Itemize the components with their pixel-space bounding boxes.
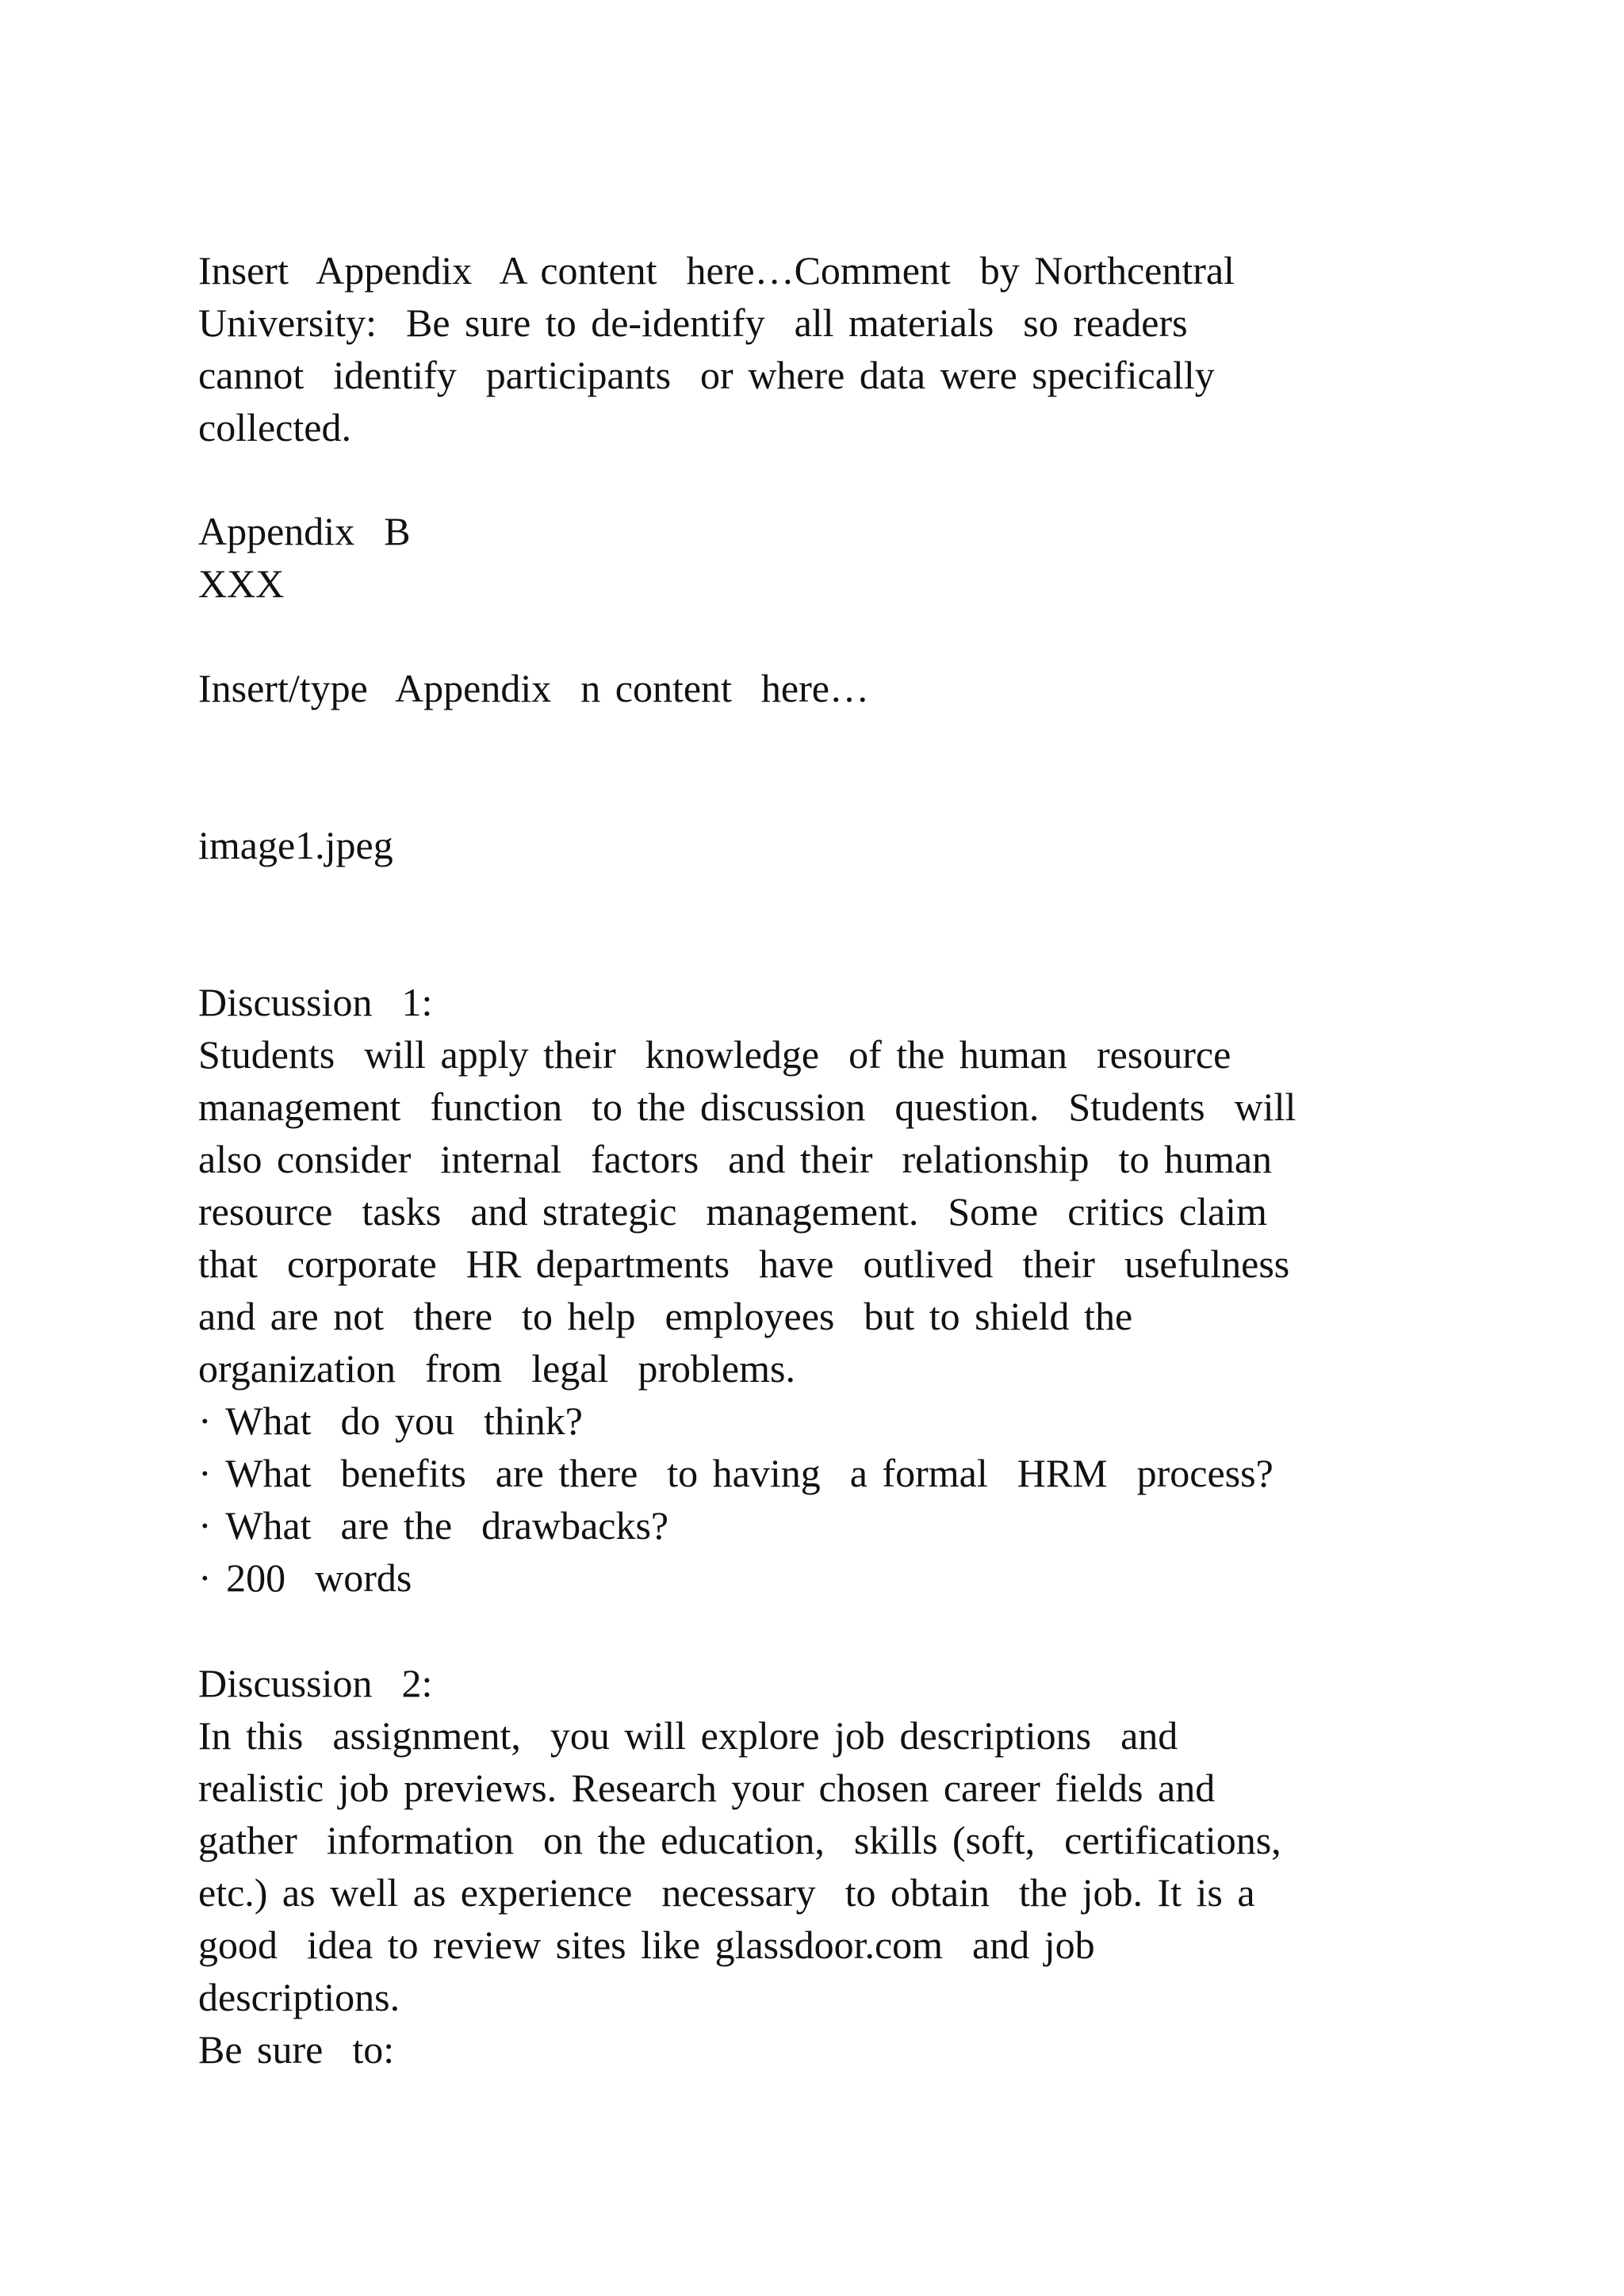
bullet-item: · What benefits are there to having a formal HRM process?	[198, 1451, 1274, 1495]
appendix-n-placeholder	[198, 662, 1546, 714]
appendix-b-title: XXX	[198, 561, 285, 606]
bullet-item: · 200 words	[198, 1556, 412, 1600]
text-line: etc.) as well as experience necessary to obtain the job. It is a	[198, 1870, 1255, 1915]
appendix-b-heading: Appendix B	[198, 509, 411, 553]
text-line: In this assignment, you will explore job descriptions and	[198, 1713, 1178, 1758]
text-line: that corporate HR departments have outlived their usefulness	[198, 1242, 1290, 1286]
text-line: organization from legal problems.	[198, 1346, 795, 1391]
discussion-2-closing: Be sure to:	[198, 2027, 395, 2072]
discussion-2-heading: Discussion 2:	[198, 1661, 433, 1705]
text-line: and are not there to help employees but to shield the	[198, 1294, 1133, 1338]
text-line: collected.	[198, 405, 351, 450]
discussion-1-heading: Discussion 1:	[198, 980, 433, 1024]
bullet-item: · What do you think?	[198, 1399, 583, 1443]
discussion-1	[198, 976, 1546, 1604]
appendix-b-header	[198, 505, 1546, 610]
text-line: management function to the discussion question. Students will	[198, 1085, 1297, 1129]
text-line: cannot identify participants or where data were specifically	[198, 353, 1215, 397]
text-line: Insert Appendix A content here…Comment by Northcentral	[198, 248, 1235, 293]
image-filename	[198, 819, 1546, 871]
text-line: gather information on the education, skills (soft, certifications,	[198, 1818, 1281, 1862]
text-line: resource tasks and strategic management. Some critics claim	[198, 1189, 1267, 1234]
text-line: descriptions.	[198, 1975, 400, 2019]
text-line: University: Be sure to de-identify all materials so readers	[198, 300, 1188, 345]
text-line: Students will apply their knowledge of the human resource	[198, 1032, 1231, 1077]
bullet-item: · What are the drawbacks?	[198, 1503, 669, 1548]
text-line: Insert/type Appendix n content here…	[198, 666, 869, 710]
text-line: realistic job previews. Research your chosen career fields and	[198, 1766, 1216, 1810]
text-line: also consider internal factors and their relationship to human	[198, 1137, 1273, 1181]
discussion-2	[198, 1657, 1546, 2076]
appendix-a-comment	[198, 244, 1546, 453]
text-line: good idea to review sites like glassdoor.com and job	[198, 1923, 1095, 1967]
text-line: image1.jpeg	[198, 823, 393, 867]
